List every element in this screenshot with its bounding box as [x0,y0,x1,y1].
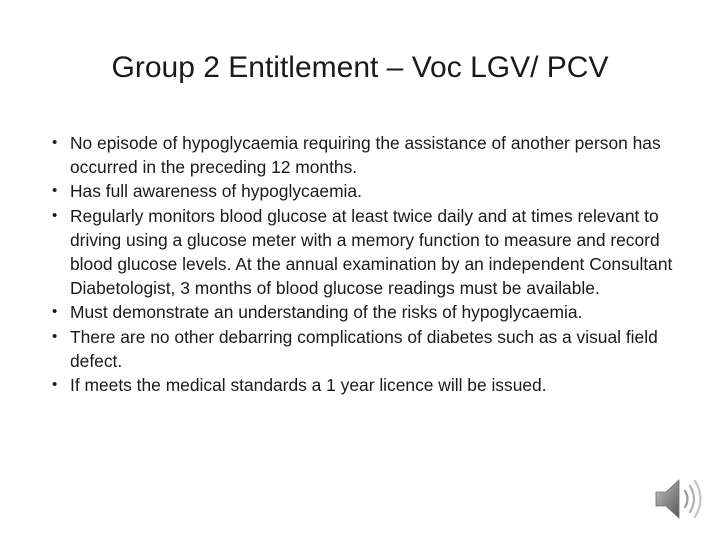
bullet-text: If meets the medical standards a 1 year licence will be issued. [70,375,547,396]
bullet-list [52,131,692,397]
bullet-text: Has full awareness of hypoglycaemia. [70,181,362,202]
bullet-icon: • [52,303,58,321]
bullet-text: Must demonstrate an understanding of the risks of hypoglycaemia. [70,302,583,323]
bullet-icon: • [52,327,58,345]
speaker-icon[interactable] [652,474,712,524]
bullet-icon: • [52,182,58,200]
bullet-item [52,300,692,324]
bullet-item [52,373,692,397]
bullet-item [52,204,692,301]
bullet-item [52,325,692,373]
bullet-item [52,179,692,203]
bullet-icon: • [52,134,58,151]
bullet-item [52,131,692,179]
bullet-text: No episode of hypoglycaemia requiring the assistance of another person has occurred in the preceding 12 months. [70,133,661,178]
slide-title: Group 2 Entitlement – Voc LGV/ PCV [111,51,609,84]
speaker-icon-graphic [652,474,712,524]
bullet-icon: • [52,206,58,224]
bullet-icon: • [52,376,58,394]
bullet-text: Regularly monitors blood glucose at least twice daily and at times relevant to driving using a glucose meter with a memory function to measure and record blood glucose levels. At the annual examination by an independent Consultant Diabetologist, 3 months of blood glucose readings must be available. [70,205,673,299]
bullet-text: There are no other debarring complications of diabetes such as a visual field defect. [70,326,658,371]
